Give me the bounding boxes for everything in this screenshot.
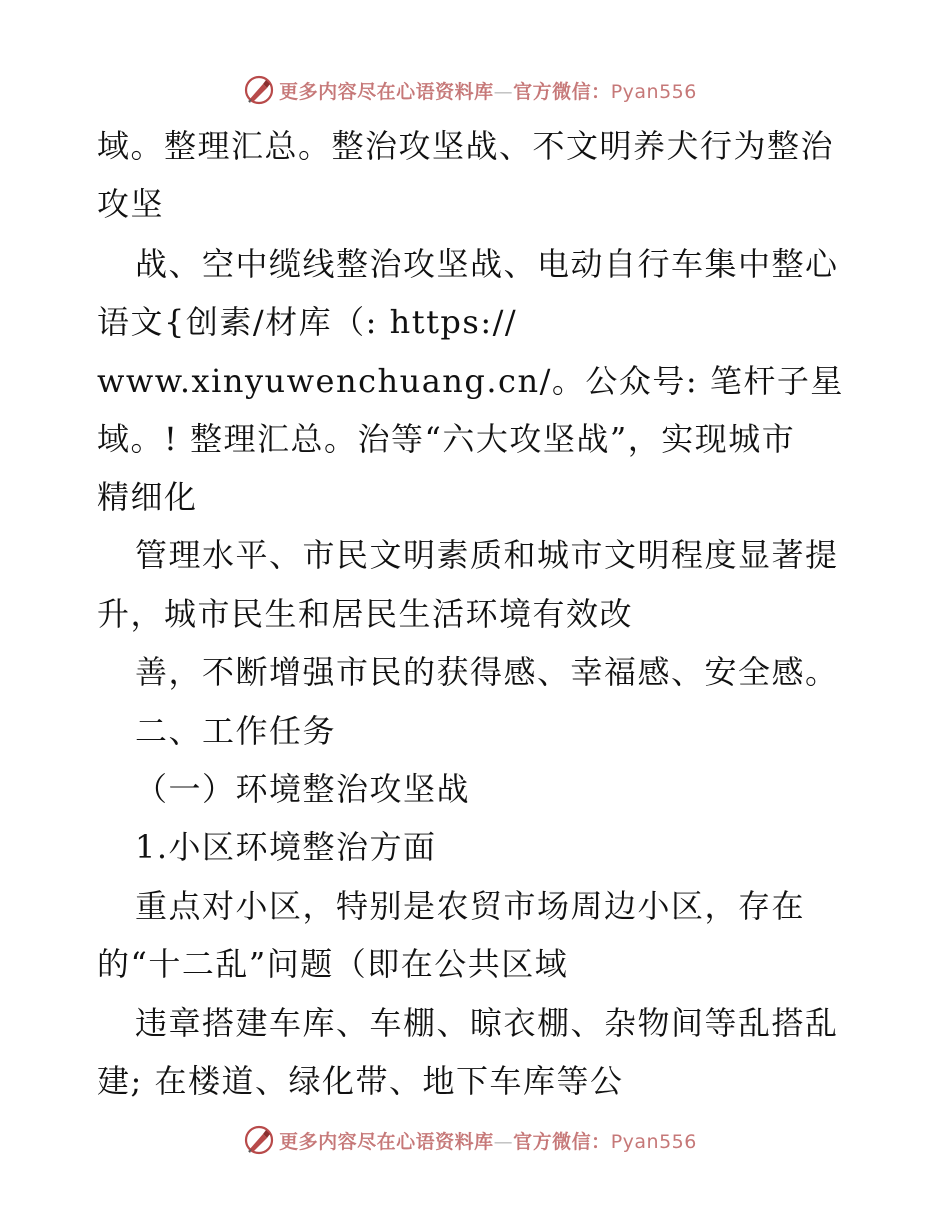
banner-text: [279, 1127, 697, 1154]
body-line: 善，不断增强市民的获得感、幸福感、安全感。: [135, 653, 839, 691]
body-line: 语文{创素/材库（: https://: [97, 303, 518, 341]
body-line: 升，城市民生和居民生活环境有效改: [97, 595, 634, 633]
banner-wechat-label: 官方微信：: [513, 80, 611, 103]
body-line: 域。整理汇总。整治攻坚战、不文明养犬行为整治: [97, 127, 835, 165]
subsection-heading: （一）环境整治攻坚战: [135, 770, 471, 808]
body-line: 管理水平、市民文明素质和城市文明程度显著提: [135, 536, 839, 574]
body-line: 战、空中缆线整治攻坚战、电动自行车集中整心: [135, 245, 839, 283]
body-line: 建; 在楼道、绿化带、地下车库等公: [97, 1062, 624, 1100]
body-line: 精细化: [97, 478, 198, 516]
body-line: 重点对小区，特别是农贸市场周边小区，存在: [135, 887, 806, 925]
item-heading: 1.小区环境整治方面: [135, 828, 437, 866]
body-line: 域。! 整理汇总。治等“六大攻坚战”，实现城市: [97, 420, 796, 458]
body-line: 的“十二乱”问题（即在公共区域: [97, 945, 569, 983]
pen-logo-icon: [243, 1124, 275, 1156]
section-heading: 二、工作任务: [135, 712, 337, 750]
banner-site-name: 更多内容尽在心语资料库: [279, 1130, 494, 1153]
banner-wechat-label: 官方微信：: [513, 1130, 611, 1153]
body-line: www.xinyuwenchuang.cn/。公众号: 笔杆子星: [97, 362, 844, 400]
body-line: 攻坚: [97, 185, 165, 223]
banner-dash: —: [493, 80, 514, 103]
banner-wechat-id: Pyan556: [610, 1130, 697, 1153]
banner-wechat-id: Pyan556: [610, 80, 697, 103]
body-line: 违章搭建车库、车棚、晾衣棚、杂物间等乱搭乱: [135, 1004, 839, 1042]
banner-dash: —: [493, 1130, 514, 1153]
banner-site-name: 更多内容尽在心语资料库: [279, 80, 494, 103]
footer-banner: [0, 1120, 950, 1160]
